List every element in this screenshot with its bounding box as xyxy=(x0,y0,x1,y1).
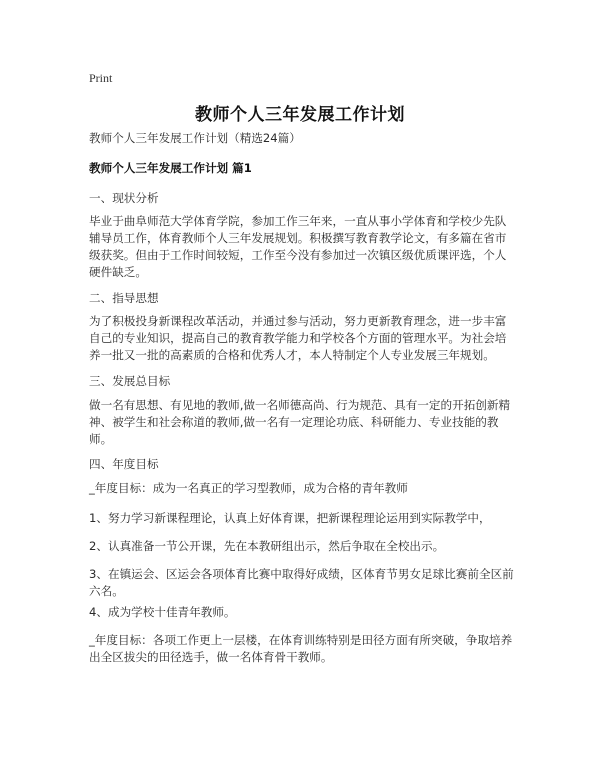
section-heading-guiding: 二、指导思想 xyxy=(89,291,159,305)
section-heading-overall-goal: 三、发展总目标 xyxy=(89,374,171,388)
section-heading-status: 一、现状分析 xyxy=(89,191,159,205)
goal-item-4: 4、成为学校十佳青年教师。 xyxy=(89,605,236,619)
article-heading: 教师个人三年发展工作计划 篇1 xyxy=(89,161,252,175)
year-two-goal: _年度目标：各项工作更上一层楼，在体育训练特别是田径方面有所突破，争取培养出全区拔尖的田径选手，做一名体育骨干教师。 xyxy=(89,633,513,664)
page-title: 教师个人三年发展工作计划 xyxy=(195,105,405,125)
goal-item-3: 3、在镇运会、区运会各项体育比赛中取得好成绩，区体育节男女足球比赛前全区前六名。 xyxy=(89,567,514,598)
section-text-guiding: 为了积极投身新课程改革活动，并通过参与活动，努力更新教育理念，进一步丰富自己的专业知识，提高自己的教育教学能力和学校各个方面的管理水平。为社会培养一批又一批的高素质的合格和优秀人才，本人特制定个人专业发展三年规划。 xyxy=(89,314,507,362)
document-subtitle: 教师个人三年发展工作计划（精选24篇） xyxy=(89,131,301,145)
section-heading-annual-goals: 四、年度目标 xyxy=(89,457,159,471)
goal-item-1: 1、努力学习新课程理论，认真上好体育课，把新课程理论运用到实际教学中， xyxy=(89,511,491,525)
year-one-goal: _年度目标：成为一名真正的学习型教师，成为合格的青年教师 xyxy=(89,481,408,495)
section-text-overall-goal: 做一名有思想、有见地的教师,做一名师德高尚、行为规范、具有一定的开拓创新精神、被学生和社会称道的教师,做一名有一定理论功底、科研能力、专业技能的教师。 xyxy=(89,398,511,446)
goal-item-2: 2、认真准备一节公开课，先在本教研组出示，然后争取在全校出示。 xyxy=(89,539,445,553)
print-link[interactable]: Print xyxy=(89,71,113,85)
section-text-status: 毕业于曲阜师范大学体育学院，参加工作三年来，一直从事小学体育和学校少先队辅导员工作，体育教师个人三年发展规划。积极撰写教育教学论文，有多篇在省市级获奖。但由于工作时间较短，工作至今没有参加过一次镇区级优质课评选，个人硬件缺乏。 xyxy=(89,214,507,279)
